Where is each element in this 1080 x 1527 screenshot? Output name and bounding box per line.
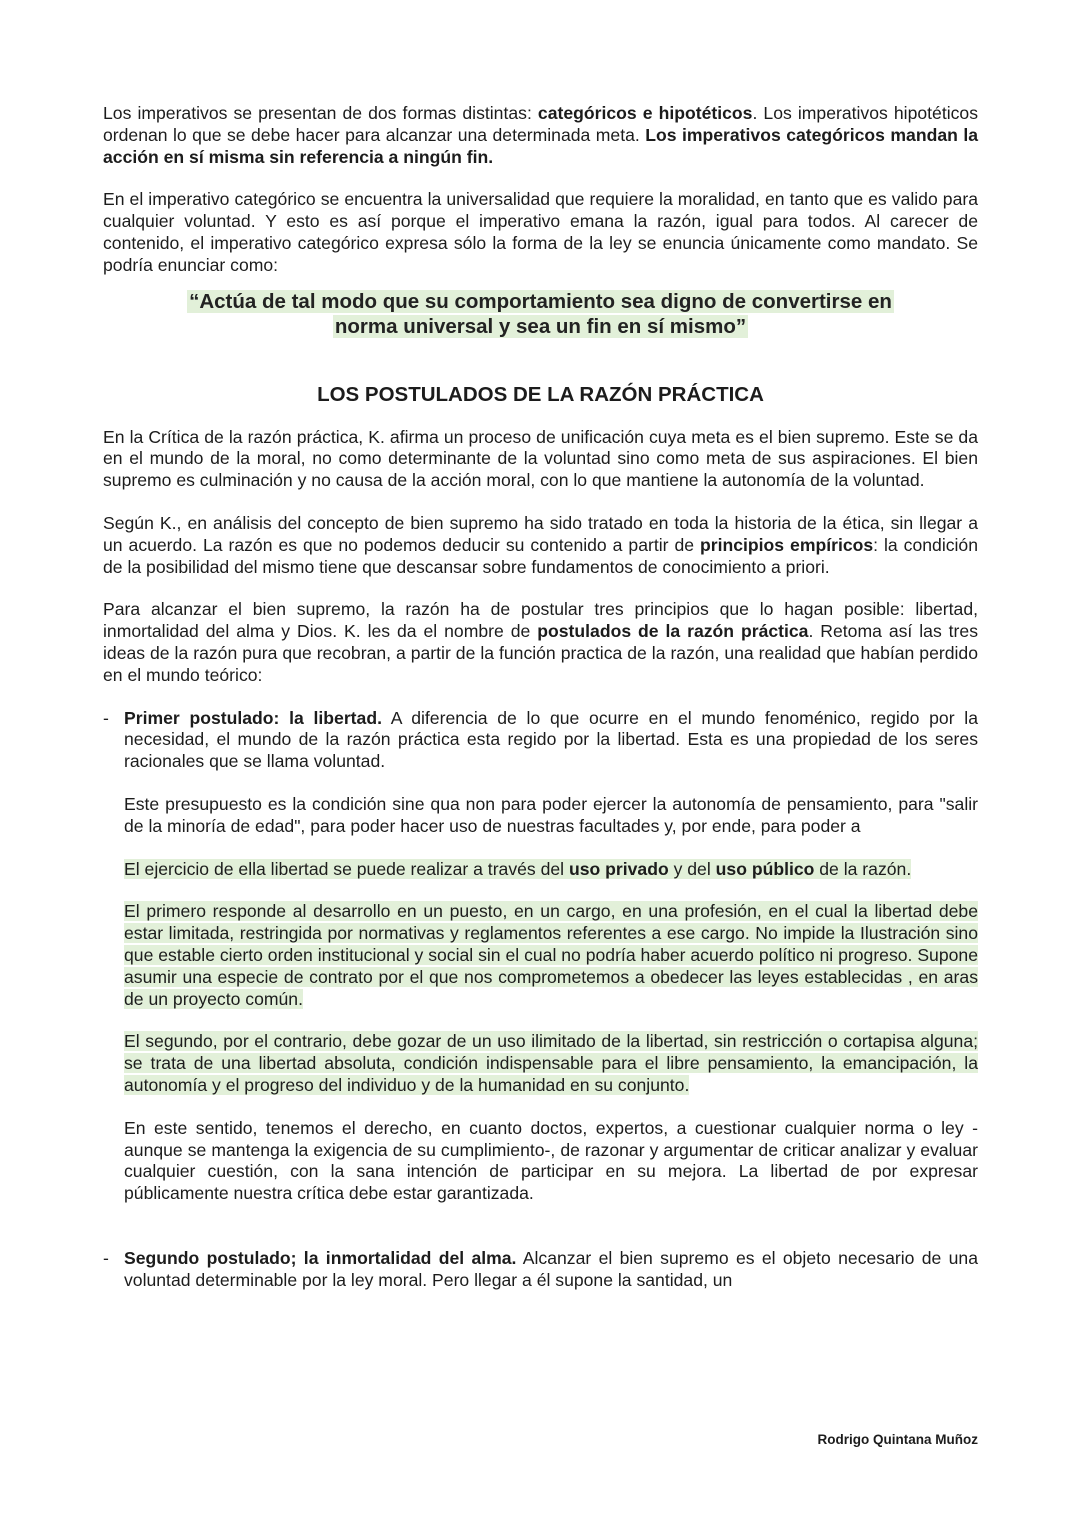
text-run: Los imperativos se presentan de dos formas distintas: <box>103 103 538 123</box>
document-page <box>103 103 978 1291</box>
text-run: . Retoma así las tres ideas de la razón pura que recobran, a partir de la función practica de la razón, una realidad que habían perdido en el mundo teórico: <box>103 621 979 685</box>
text-run: . Los imperativos hipotéticos ordenan lo que se debe hacer para alcanzar una determinada meta. <box>103 103 979 145</box>
footer-author: Rodrigo Quintana Muñoz <box>817 1432 978 1447</box>
bold-run: Los imperativos categóricos mandan la acción en sí misma sin referencia a ningún fin. <box>103 124 978 167</box>
paragraph-critica: En la Crítica de la razón práctica, K. afirma un proceso de unificación cuya meta es el bien supremo. Este se da en el mundo de la moral, no como determinante de la voluntad sino como meta de sus aspiraciones. El bien supremo es culminación y no causa de la acción moral, con lo que mantiene la autonomía de la voluntad. <box>103 426 978 491</box>
bullet-dash: - <box>103 707 109 728</box>
paragraph-uso-publico <box>124 1031 978 1096</box>
bold-run: categóricos e hipotéticos <box>537 103 753 123</box>
highlighted-text: El primero responde al desarrollo en un puesto, en un cargo, en una profesión, en el cual la libertad debe estar limitada, restringida por normativas y reglamentos referentes a ese cargo. No impide la Ilustración sino que estable cierto orden institucional y social sin el cual no podría haber acuerdo político ni progreso. Supone asumir una especie de contrato por el que nos comprometemos a obedecer las leyes establecidas , en aras de un proyecto común. <box>124 901 978 1009</box>
list-item-libertad <box>103 708 978 1205</box>
text-run: El ejercicio de ella libertad se puede realizar a través del <box>124 858 569 879</box>
bold-run: postulados de la razón práctica <box>537 621 809 642</box>
bullet-dash: - <box>103 1247 109 1268</box>
paragraph-uso-privado <box>124 901 978 1010</box>
text-run: A diferencia de lo que ocurre en el mundo fenoménico, regido por la necesidad, el mundo de la razón práctica esta regido por la libertad. Esta es una propiedad de los seres racionales que se llama voluntad. <box>124 707 978 772</box>
paragraph-postulados <box>103 599 978 686</box>
section-heading: LOS POSTULADOS DE LA RAZÓN PRÁCTICA <box>317 382 764 406</box>
bold-run: uso público <box>715 858 815 879</box>
list-item-inmortalidad <box>103 1248 978 1292</box>
text-run: Para alcanzar el bien supremo, la razón ha de postular tres principios que lo hagan posible: libertad, inmortalidad del alma y Dios. K. les da el nombre de <box>103 599 978 642</box>
text-run: y del <box>668 858 716 879</box>
text-run: : la condición de la posibilidad del mismo tiene que descansar sobre fundamentos de conocimiento a priori. <box>103 534 978 577</box>
paragraph-imperativo-categorico: En el imperativo categórico se encuentra la universalidad que requiere la moralidad, en tanto que es valido para cualquier voluntad. Y esto es así porque el imperativo emana la razón, igual para todos. Al carecer de contenido, el imperativo categórico expresa sólo la forma de la ley se enuncia únicamente como mandato. Se podría enunciar como: <box>103 189 978 275</box>
bold-run: Primer postulado: la libertad. <box>124 707 382 728</box>
paragraph-uso-razon <box>124 859 978 881</box>
text-run: Según K., en análisis del concepto de bien supremo ha sido tratado en toda la historia de la ética, sin llegar a un acuerdo. La razón es que no podemos deducir su contenido a partir de <box>103 512 978 555</box>
bold-run: principios empíricos <box>700 534 874 555</box>
paragraph-derecho: En este sentido, tenemos el derecho, en cuanto doctos, expertos, a cuestionar cualquier norma o ley - aunque se mantenga la exigencia de su cumplimiento-, de razonar y argumentar de criticar analizar y evaluar cualquier cuestión, con la sana intención de participar en su mejora. La libertad de por expresar públicamente nuestra crítica debe estar garantizada. <box>124 1117 978 1204</box>
paragraph-imperativos <box>103 103 978 168</box>
highlighted-text: El segundo, por el contrario, debe gozar de un uso ilimitado de la libertad, sin restricción o cortapisa alguna; se trata de una libertad absoluta, condición indispensable para el libre pensamiento, la emancipación, la autonomía y el progreso del individuo y de la humanidad en su conjunto. <box>124 1031 978 1095</box>
quote-line-1: “Actúa de tal modo que su comportamiento sea digno de convertirse en <box>189 289 892 313</box>
paragraph-presupuesto: Este presupuesto es la condición sine qua non para poder ejercer la autonomía de pensamiento, para "salir de la minoría de edad", para poder hacer uso de nuestras facultades y, por ende, para poder a <box>124 793 978 836</box>
text-run: Alcanzar el bien supremo es el objeto necesario de una voluntad determinable por la ley moral. Pero llegar a él supone la santidad, un <box>124 1247 978 1290</box>
text-run: de la razón. <box>814 858 912 879</box>
quote-line-2: norma universal y sea un fin en sí mismo” <box>334 315 747 339</box>
quote-block <box>103 289 978 340</box>
bold-run: Segundo postulado; la inmortalidad del alma. <box>124 1247 517 1268</box>
paragraph-bien-supremo <box>103 513 978 578</box>
bold-run: uso privado <box>568 858 669 879</box>
